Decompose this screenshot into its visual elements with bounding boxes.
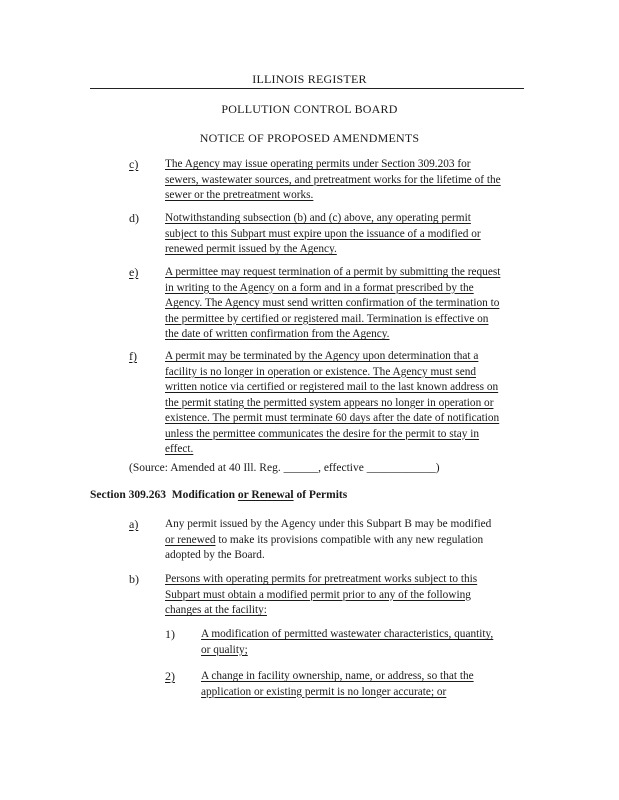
subsection-e-line: the date of written confirmation from the Agency. <box>165 328 390 340</box>
section-heading <box>90 489 347 501</box>
section-b-text <box>165 572 477 619</box>
subsection-e-line: A permittee may request termination of a permit by submitting the request <box>165 266 501 278</box>
section-b-line: changes at the facility: <box>165 604 267 616</box>
item-2-text <box>201 669 474 700</box>
item-1-line: A modification of permitted wastewater characteristics, quantity, <box>201 628 494 640</box>
subsection-d-line: renewed permit issued by the Agency. <box>165 243 337 255</box>
subsection-f-line: the permit stating the permitted system appears no longer in operation or <box>165 396 494 409</box>
subsection-e-line: Agency. The Agency must send written confirmation of the termination to <box>165 297 500 309</box>
section-title-start: Modification <box>171 489 238 501</box>
item-1-label: 1) <box>165 627 175 641</box>
subsection-f-line: existence. The permit must terminate 60 days after the date of notification <box>165 412 500 424</box>
subsection-d-label: d) <box>129 211 139 225</box>
subsection-f-line: unless the permittee communicates the desire for the permit to stay in <box>165 427 480 440</box>
item-2-line: application or existing permit is no longer accurate; or <box>201 685 447 698</box>
subsection-e-line: in writing to the Agency on a form and in a format prescribed by the <box>165 281 474 294</box>
header-rule <box>90 88 524 89</box>
register-header: ILLINOIS REGISTER <box>252 72 367 86</box>
board-name: POLLUTION CONTROL BOARD <box>221 102 398 116</box>
section-a-line <box>165 533 491 549</box>
source-note: (Source: Amended at 40 Ill. Reg. ______, effective ____________) <box>129 462 440 474</box>
subsection-e-text <box>165 265 500 343</box>
item-1-line: or quality; <box>201 643 248 656</box>
subsection-f-line: facility is no longer in operation or existence. The Agency must send <box>165 365 477 378</box>
section-b-label: b) <box>129 572 139 586</box>
subsection-e-line: the permittee by certified or registered mail. Termination is effective on <box>165 312 489 325</box>
subsection-c-line: sewer or the pretreatment works. <box>165 189 314 201</box>
section-b-line: Subpart must obtain a modified permit prior to any of the following <box>165 588 471 601</box>
subsection-c-text <box>165 157 501 204</box>
section-title-end: of Permits <box>293 489 348 501</box>
section-a-text <box>165 517 491 564</box>
subsection-c-line: The Agency may issue operating permits under Section 309.203 for <box>165 158 471 170</box>
subsection-d-text <box>165 211 481 258</box>
section-a-inserted: or renewed <box>165 533 216 546</box>
subsection-c-label: c) <box>129 157 139 171</box>
subsection-f-line: A permit may be terminated by the Agency upon determination that a <box>165 350 479 362</box>
subsection-d-line: Notwithstanding subsection (b) and (c) above, any operating permit <box>165 212 471 224</box>
section-a-line2-rest: to make its provisions compatible with any new regulation <box>215 533 484 546</box>
subsection-e-label: e) <box>129 265 139 279</box>
item-1-text <box>201 627 493 658</box>
subsection-f-line: written notice via certified or registered mail to the last known address on <box>165 381 499 393</box>
notice-title: NOTICE OF PROPOSED AMENDMENTS <box>199 131 420 145</box>
subsection-f-label: f) <box>129 349 137 363</box>
subsection-c-line: sewers, wastewater sources, and pretreatment works for the lifetime of the <box>165 173 501 186</box>
item-2-line: A change in facility ownership, name, or address, so that the <box>201 670 474 682</box>
section-title-underlined: or Renewal <box>237 489 294 501</box>
section-a-line: adopted by the Board. <box>165 549 265 561</box>
subsection-f-text <box>165 349 499 458</box>
item-2-label: 2) <box>165 669 175 683</box>
section-number: Section 309.263 <box>90 489 167 501</box>
subsection-d-line: subject to this Subpart must expire upon the issuance of a modified or <box>165 227 481 240</box>
section-a-line: Any permit issued by the Agency under this Subpart B may be modified <box>165 518 492 530</box>
subsection-f-line: effect. <box>165 443 194 455</box>
section-a-label: a) <box>129 517 139 531</box>
section-b-line: Persons with operating permits for pretreatment works subject to this <box>165 573 478 585</box>
